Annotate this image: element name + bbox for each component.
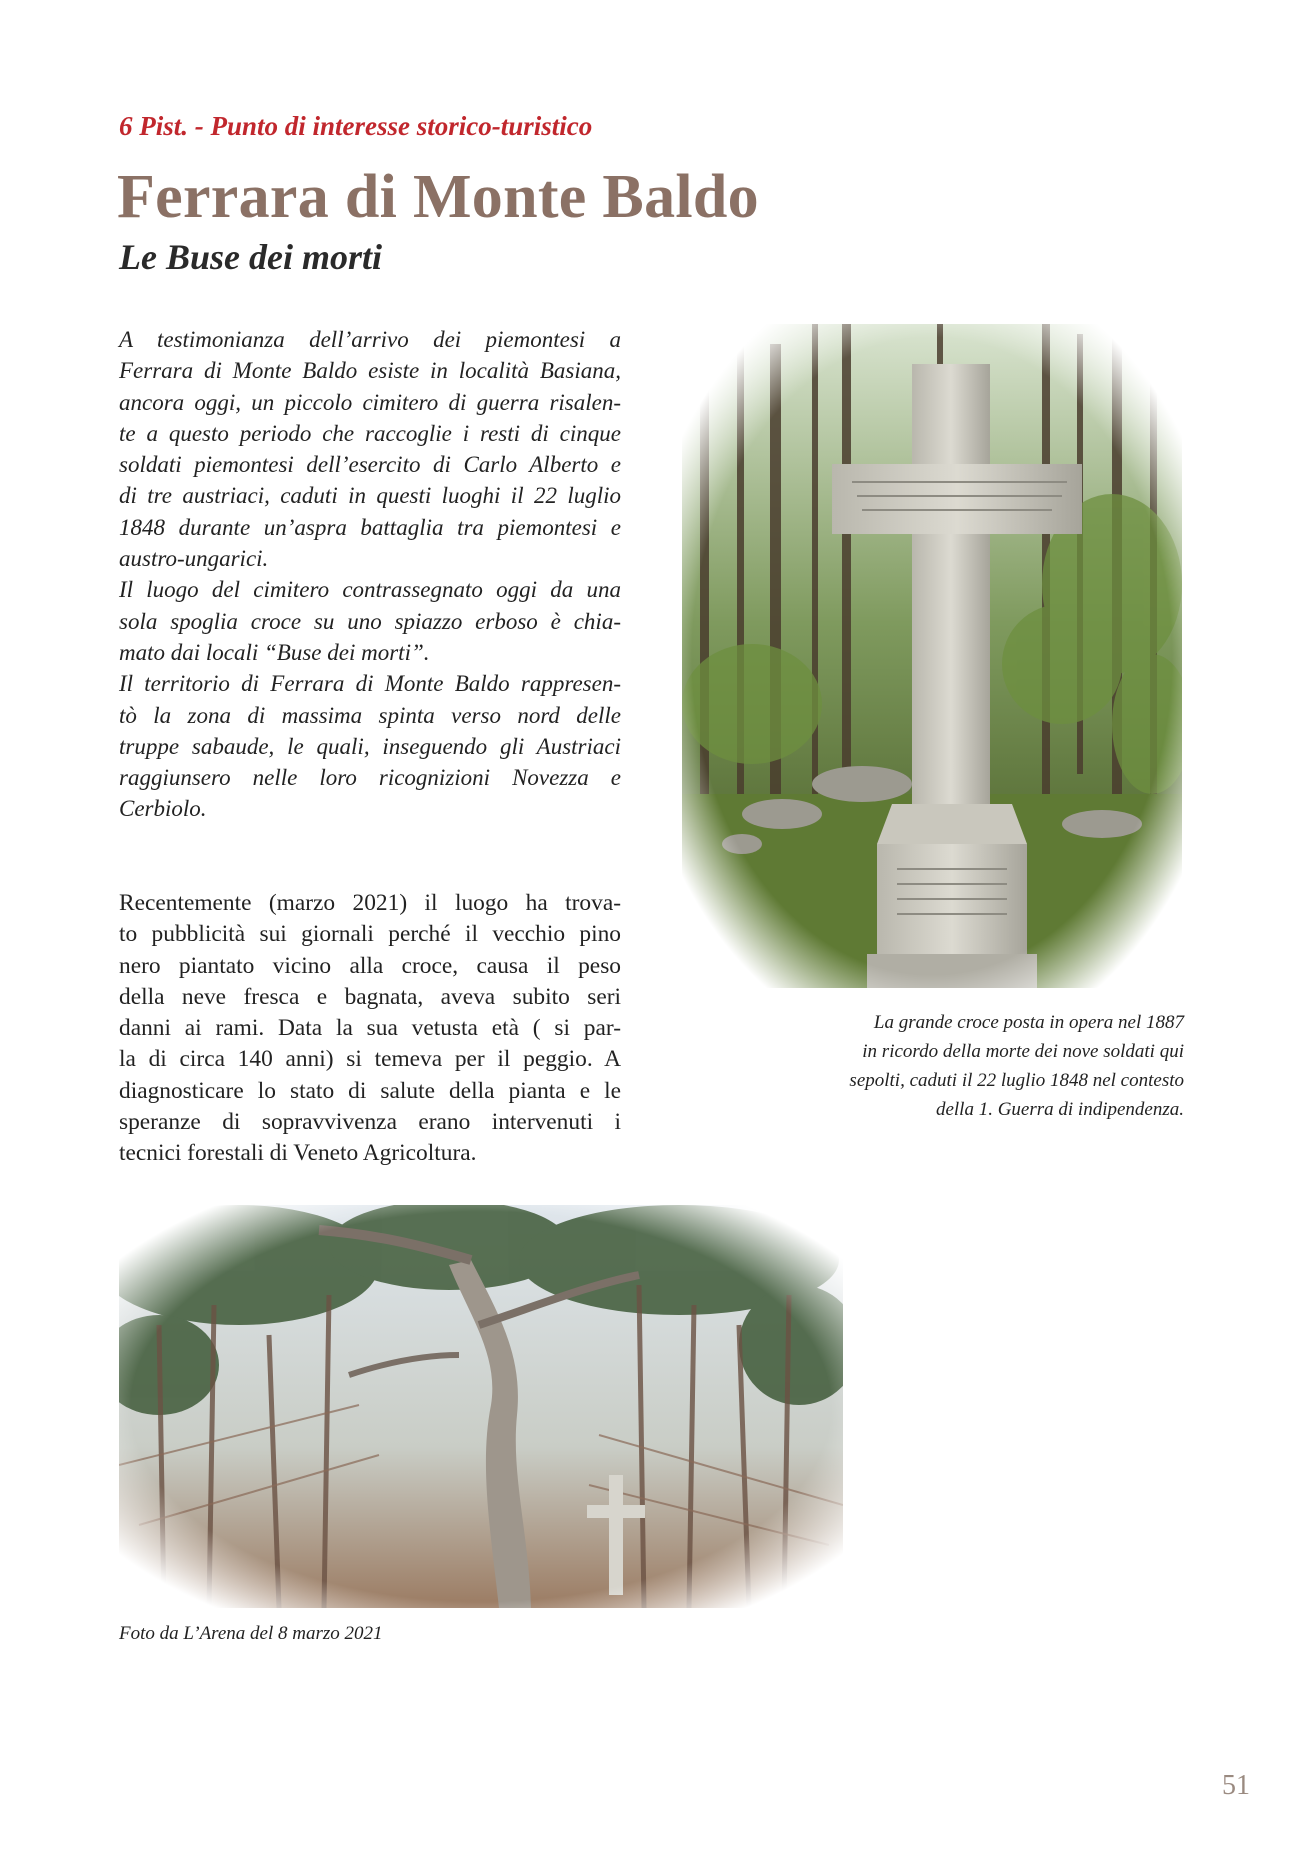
intro-paragraph-line: austro-ungarici.: [119, 546, 269, 572]
intro-paragraph-line: Cerbiolo.: [119, 796, 207, 822]
intro-paragraph-line: Il territorio di Ferrara di Monte Baldo rappresen-: [119, 671, 621, 697]
cross-caption-line: La grande croce posta in opera nel 1887: [873, 1012, 1184, 1033]
intro-paragraph-line: soldati piemontesi dell’esercito di Carlo Alberto e: [119, 452, 621, 478]
cross-caption-line: sepolti, caduti il 22 luglio 1848 nel contesto: [849, 1070, 1184, 1091]
intro-paragraph-line: Il luogo del cimitero contrassegnato oggi da una: [119, 577, 621, 603]
intro-paragraph: [119, 324, 621, 825]
intro-paragraph-line: ancora oggi, un piccolo cimitero di guerra risalen-: [119, 389, 621, 415]
intro-paragraph-line: sola spoglia croce su uno spiazzo erboso è chia-: [119, 608, 621, 634]
cross-photo: [682, 324, 1182, 988]
intro-paragraph-line: A testimonianza dell’arrivo dei piemontesi a: [119, 327, 621, 352]
cross-photo-caption: [764, 1008, 1184, 1124]
news-paragraph-line: nero piantato vicino alla croce, causa il peso: [119, 952, 621, 979]
news-paragraph-line: to pubblicità sui giornali perché il vecchio pino: [119, 921, 621, 948]
intro-paragraph-line: truppe sabaude, le quali, inseguendo gli Austriaci: [119, 733, 621, 759]
news-paragraph-line: la di circa 140 anni) si temeva per il peggio. A: [119, 1046, 621, 1073]
section-kicker: 6 Pist. - Punto di interesse storico-turistico: [119, 111, 593, 141]
pine-photo-caption: Foto da L’Arena del 8 marzo 2021: [119, 1623, 383, 1644]
intro-paragraph-line: tò la zona di massima spinta verso nord delle: [119, 702, 621, 728]
news-paragraph-line: della neve fresca e bagnata, aveva subito seri: [119, 983, 621, 1010]
news-paragraph-line: diagnosticare lo stato di salute della pianta e le: [119, 1077, 621, 1104]
intro-paragraph-line: te a questo periodo che raccoglie i resti di cinque: [119, 420, 621, 446]
cross-caption-line: della 1. Guerra di indipendenza.: [935, 1099, 1184, 1120]
intro-paragraph-line: mato dai locali “Buse dei morti”.: [119, 639, 430, 665]
news-paragraph-line: tecnici forestali di Veneto Agricoltura.: [119, 1140, 477, 1167]
pine-tree-photo: [119, 1205, 843, 1608]
intro-paragraph-line: 1848 durante un’aspra battaglia tra piemontesi e: [119, 514, 621, 540]
intro-paragraph-line: Ferrara di Monte Baldo esiste in località Basiana,: [119, 358, 621, 384]
intro-paragraph-line: di tre austriaci, caduti in questi luoghi il 22 luglio: [119, 483, 621, 509]
news-paragraph-line: danni ai rami. Data la sua vetusta età ( si par-: [119, 1015, 621, 1042]
news-paragraph-line: Recentemente (marzo 2021) il luogo ha trova-: [119, 890, 621, 916]
intro-paragraph-line: raggiunsero nelle loro ricognizioni Novezza e: [119, 765, 621, 791]
news-paragraph: [119, 888, 621, 1170]
cross-caption-line: in ricordo della morte dei nove soldati qui: [862, 1041, 1184, 1062]
page-title: Ferrara di Monte Baldo: [117, 163, 759, 231]
page-subtitle: Le Buse dei morti: [119, 237, 382, 277]
page-number: 51: [1222, 1770, 1250, 1801]
news-paragraph-line: speranze di sopravvivenza erano intervenuti i: [119, 1109, 621, 1136]
